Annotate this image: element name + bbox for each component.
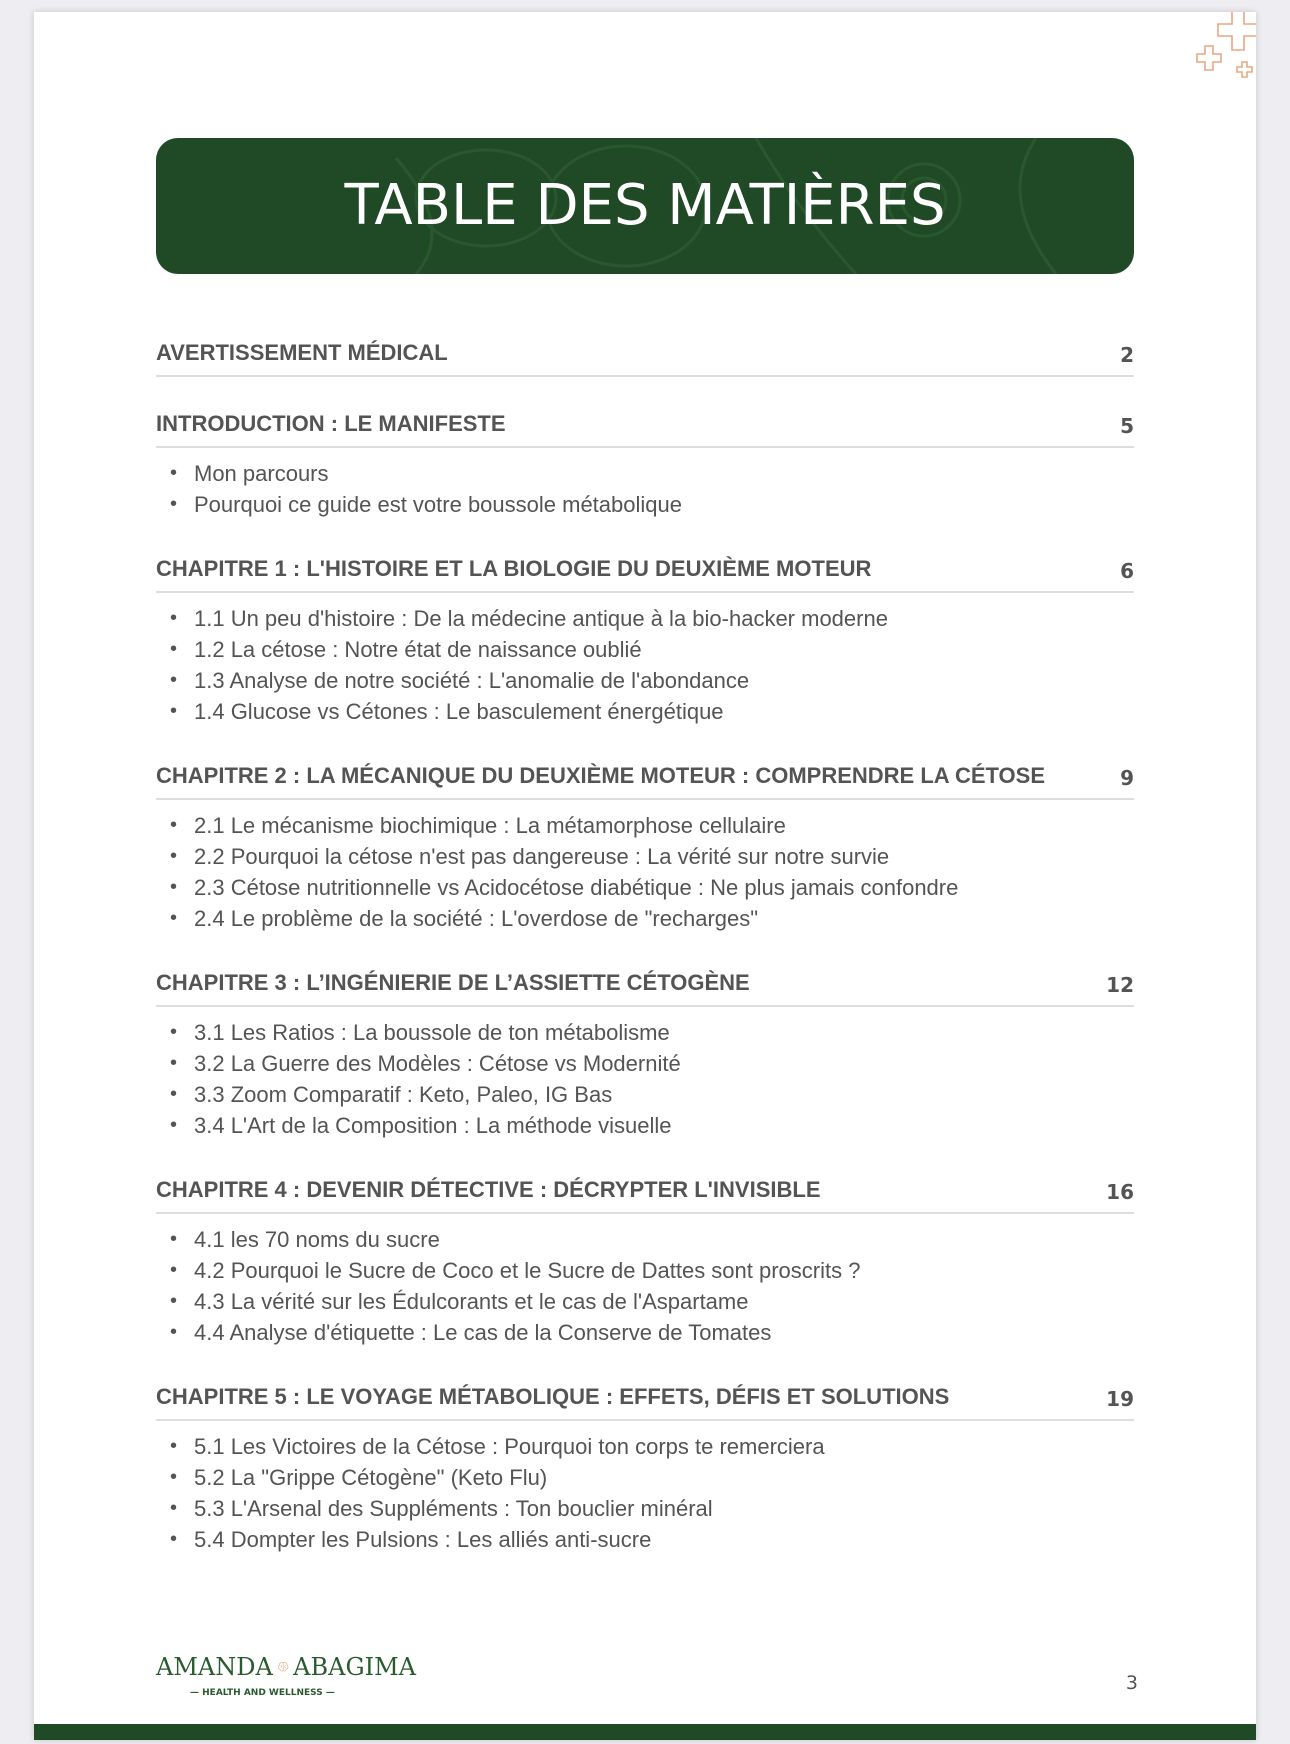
- toc-item[interactable]: [156, 1317, 1134, 1348]
- toc-section-page: 2: [1120, 343, 1134, 367]
- bullet-icon: •: [170, 669, 178, 691]
- document-page: [34, 12, 1256, 1740]
- page-number: 3: [1125, 1672, 1138, 1694]
- plus-cross-icon: [1166, 12, 1256, 102]
- toc-item-list: [156, 1431, 1134, 1555]
- toc-section: [156, 960, 1134, 1141]
- bullet-icon: •: [170, 607, 178, 629]
- toc-item-label: 2.1 Le mécanisme biochimique : La métamorphose cellulaire: [194, 813, 786, 838]
- toc-item-label: 2.3 Cétose nutritionnelle vs Acidocétose diabétique : Ne plus jamais confondre: [194, 875, 959, 900]
- toc-item[interactable]: [156, 1224, 1134, 1255]
- toc-item-label: 4.4 Analyse d'étiquette : Le cas de la Conserve de Tomates: [194, 1320, 772, 1345]
- toc-item[interactable]: [156, 489, 1134, 520]
- brand-logo: [156, 1650, 416, 1710]
- bullet-icon: •: [170, 1435, 178, 1457]
- toc-section-title: INTRODUCTION : LE MANIFESTE: [156, 411, 506, 436]
- toc-section-title: CHAPITRE 1 : L'HISTOIRE ET LA BIOLOGIE DU DEUXIÈME MOTEUR: [156, 556, 872, 581]
- logo-text-right: ABAGIMA: [293, 1653, 416, 1681]
- table-of-contents: [156, 330, 1134, 1555]
- toc-item[interactable]: [156, 1493, 1134, 1524]
- toc-item-label: 4.2 Pourquoi le Sucre de Coco et le Sucre de Dattes sont proscrits ?: [194, 1258, 861, 1283]
- toc-section: [156, 546, 1134, 727]
- logo-text-left: AMANDA: [156, 1653, 273, 1681]
- toc-item-label: 4.3 La vérité sur les Édulcorants et le cas de l'Aspartame: [194, 1289, 749, 1314]
- toc-item[interactable]: [156, 458, 1134, 489]
- toc-item[interactable]: [156, 1048, 1134, 1079]
- toc-item[interactable]: [156, 1017, 1134, 1048]
- toc-section: [156, 1167, 1134, 1348]
- toc-section-heading[interactable]: [156, 960, 1134, 1007]
- toc-item[interactable]: [156, 603, 1134, 634]
- bullet-icon: •: [170, 1114, 178, 1136]
- toc-section-page: 12: [1106, 973, 1134, 997]
- toc-item[interactable]: [156, 696, 1134, 727]
- toc-section: [156, 401, 1134, 520]
- toc-item[interactable]: [156, 903, 1134, 934]
- toc-section-title: AVERTISSEMENT MÉDICAL: [156, 340, 448, 365]
- toc-section-title: CHAPITRE 4 : DEVENIR DÉTECTIVE : DÉCRYPTER L'INVISIBLE: [156, 1177, 821, 1202]
- bullet-icon: •: [170, 1290, 178, 1312]
- toc-item-label: 5.4 Dompter les Pulsions : Les alliés anti-sucre: [194, 1527, 652, 1552]
- title-banner: [156, 138, 1134, 274]
- toc-section-heading[interactable]: [156, 546, 1134, 593]
- bullet-icon: •: [170, 1259, 178, 1281]
- bullet-icon: •: [170, 462, 178, 484]
- toc-item-list: [156, 603, 1134, 727]
- bullet-icon: •: [170, 1021, 178, 1043]
- toc-item[interactable]: [156, 810, 1134, 841]
- toc-item-label: 3.4 L'Art de la Composition : La méthode visuelle: [194, 1113, 672, 1138]
- toc-item-label: 5.3 L'Arsenal des Suppléments : Ton bouclier minéral: [194, 1496, 713, 1521]
- bullet-icon: •: [170, 638, 178, 660]
- toc-item[interactable]: [156, 1255, 1134, 1286]
- toc-item[interactable]: [156, 1110, 1134, 1141]
- bullet-icon: •: [170, 814, 178, 836]
- toc-item[interactable]: [156, 665, 1134, 696]
- toc-section-title: CHAPITRE 3 : L’INGÉNIERIE DE L’ASSIETTE CÉTOGÈNE: [156, 970, 750, 995]
- toc-section-page: 9: [1120, 766, 1134, 790]
- bullet-icon: •: [170, 700, 178, 722]
- toc-section-heading[interactable]: [156, 401, 1134, 448]
- toc-item-list: [156, 1017, 1134, 1141]
- toc-item-label: 3.2 La Guerre des Modèles : Cétose vs Modernité: [194, 1051, 681, 1076]
- toc-section-page: 6: [1120, 559, 1134, 583]
- toc-item[interactable]: [156, 1431, 1134, 1462]
- bullet-icon: •: [170, 1497, 178, 1519]
- toc-item-label: 5.1 Les Victoires de la Cétose : Pourquoi ton corps te remerciera: [194, 1434, 825, 1459]
- toc-item-label: 2.4 Le problème de la société : L'overdose de "recharges": [194, 906, 759, 931]
- bullet-icon: •: [170, 1466, 178, 1488]
- toc-section-title: CHAPITRE 5 : LE VOYAGE MÉTABOLIQUE : EFFETS, DÉFIS ET SOLUTIONS: [156, 1384, 950, 1409]
- toc-item-label: Mon parcours: [194, 461, 329, 486]
- toc-item[interactable]: [156, 1462, 1134, 1493]
- toc-item-label: 1.2 La cétose : Notre état de naissance oublié: [194, 637, 642, 662]
- toc-section-page: 16: [1106, 1180, 1134, 1204]
- bullet-icon: •: [170, 493, 178, 515]
- bullet-icon: •: [170, 1052, 178, 1074]
- bullet-icon: •: [170, 1321, 178, 1343]
- toc-item-list: [156, 810, 1134, 934]
- toc-section-heading[interactable]: [156, 1374, 1134, 1421]
- bullet-icon: •: [170, 907, 178, 929]
- toc-item-label: 1.3 Analyse de notre société : L'anomalie de l'abondance: [194, 668, 750, 693]
- bullet-icon: •: [170, 845, 178, 867]
- toc-item-label: 3.1 Les Ratios : La boussole de ton métabolisme: [194, 1020, 670, 1045]
- toc-section-heading[interactable]: [156, 330, 1134, 377]
- logo-tagline: — HEALTH AND WELLNESS —: [190, 1688, 335, 1698]
- toc-item[interactable]: [156, 872, 1134, 903]
- toc-section-title: CHAPITRE 2 : LA MÉCANIQUE DU DEUXIÈME MOTEUR : COMPRENDRE LA CÉTOSE: [156, 763, 1046, 788]
- footer-band: [34, 1724, 1256, 1740]
- toc-item-label: 3.3 Zoom Comparatif : Keto, Paleo, IG Bas: [194, 1082, 613, 1107]
- brain-icon: [277, 1652, 289, 1682]
- bullet-icon: •: [170, 1528, 178, 1550]
- toc-section-heading[interactable]: [156, 1167, 1134, 1214]
- toc-section: [156, 330, 1134, 377]
- toc-item-label: 4.1 les 70 noms du sucre: [194, 1227, 440, 1252]
- toc-item-label: 1.1 Un peu d'histoire : De la médecine antique à la bio-hacker moderne: [194, 606, 888, 631]
- toc-item[interactable]: [156, 634, 1134, 665]
- toc-item-label: Pourquoi ce guide est votre boussole métabolique: [194, 492, 682, 517]
- bullet-icon: •: [170, 876, 178, 898]
- page-title: TABLE DES MATIÈRES: [344, 173, 946, 238]
- toc-section: [156, 753, 1134, 934]
- toc-item-label: 1.4 Glucose vs Cétones : Le basculement énergétique: [194, 699, 724, 724]
- toc-item[interactable]: [156, 841, 1134, 872]
- toc-section-page: 5: [1120, 414, 1134, 438]
- bullet-icon: •: [170, 1083, 178, 1105]
- toc-section: [156, 1374, 1134, 1555]
- toc-item-list: [156, 1224, 1134, 1348]
- bullet-icon: •: [170, 1228, 178, 1250]
- toc-item-label: 5.2 La "Grippe Cétogène" (Keto Flu): [194, 1465, 548, 1490]
- toc-item-label: 2.2 Pourquoi la cétose n'est pas dangereuse : La vérité sur notre survie: [194, 844, 890, 869]
- toc-item[interactable]: [156, 1524, 1134, 1555]
- toc-section-heading[interactable]: [156, 753, 1134, 800]
- toc-item[interactable]: [156, 1079, 1134, 1110]
- toc-item[interactable]: [156, 1286, 1134, 1317]
- toc-section-page: 19: [1106, 1387, 1134, 1411]
- toc-item-list: [156, 458, 1134, 520]
